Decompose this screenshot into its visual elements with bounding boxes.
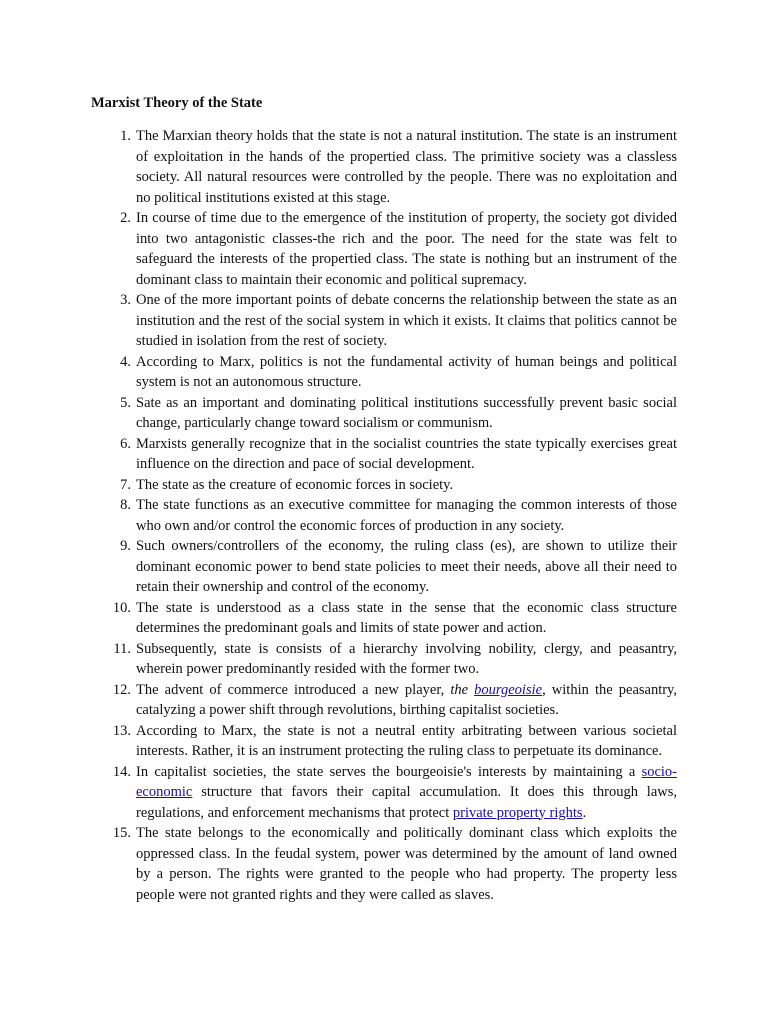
list-item xyxy=(91,721,677,762)
text-run: In course of time due to the emergence of the institution of property, the society got divided into two antagonistic classes-the rich and the poor. The need for the state was felt to safeguard the interests of the propertied class. The state is nothing but an instrument of the dominant class to maintain their economic and political supremacy. xyxy=(136,210,677,288)
list-item xyxy=(91,352,677,393)
text-run: One of the more important points of debate concerns the relationship between the state as an institution and the rest of the social system in which it exists. It claims that politics cannot be studied in isolation from the rest of society. xyxy=(136,292,677,349)
list-item-number: 15. xyxy=(112,825,131,841)
list-item-text xyxy=(136,128,677,206)
list-item xyxy=(91,208,677,290)
list-item xyxy=(91,495,677,536)
text-run: According to Marx, politics is not the fundamental activity of human beings and political system is not an autonomous structure. xyxy=(136,353,677,390)
text-run: The state belongs to the economically and politically dominant class which exploits the oppressed class. In the feudal system, power was determined by the amount of land owned by a person. The rights were granted to the people who had property. The property less people were not granted rights and they were called as slaves. xyxy=(136,825,677,903)
list-item-text xyxy=(136,497,677,534)
list-item-number: 12. xyxy=(112,681,131,698)
text-run: The advent of commerce introduced a new player, xyxy=(136,681,451,698)
list-item-text xyxy=(136,436,677,473)
list-item-text xyxy=(136,538,677,595)
text-run: The state as the creature of economic forces in society. xyxy=(136,476,454,493)
list-item-number: 14. xyxy=(112,763,131,780)
text-run: The state functions as an executive committee for managing the common interests of those who own and/or control the economic forces of production in any society. xyxy=(136,497,677,534)
list-item xyxy=(91,126,677,208)
list-item-number: 8. xyxy=(120,497,131,513)
inline-link[interactable]: private property rights xyxy=(452,804,583,821)
list-item-number: 11. xyxy=(113,640,131,657)
list-item xyxy=(91,762,677,824)
text-run: The state is understood as a class state in the sense that the economic class structure determines the predominant goals and limits of state power and action. xyxy=(136,599,677,636)
list-item-text xyxy=(136,395,677,432)
list-item-number: 2. xyxy=(120,210,131,226)
list-item xyxy=(91,393,677,434)
list-item-text xyxy=(136,477,453,493)
inline-link[interactable]: socio-economic xyxy=(136,763,677,800)
text-run: , within the peasantry, catalyzing a power shift through revolutions, birthing capitalist societies. xyxy=(136,681,677,718)
list-item-text xyxy=(136,764,677,821)
text-run: Marxists generally recognize that in the socialist countries the state typically exercises great influence on the direction and pace of social development. xyxy=(136,435,677,472)
list-item xyxy=(91,434,677,475)
list-item-text xyxy=(136,292,677,349)
list-item xyxy=(91,475,677,496)
list-item xyxy=(91,680,677,721)
list-item xyxy=(91,598,677,639)
list-item-number: 5. xyxy=(120,394,131,411)
text-run: Such owners/controllers of the economy, the ruling class (es), are shown to utilize their dominant economic power to bend state policies to meet their needs, above all their need to retain their ownership and control of the economy. xyxy=(136,538,677,595)
list-item-text xyxy=(136,723,677,760)
text-run: Subsequently, state is consists of a hierarchy involving nobility, clergy, and peasantry, wherein power predominantly resided with the former two. xyxy=(136,640,677,677)
numbered-list xyxy=(91,126,677,905)
list-item-text xyxy=(136,210,677,288)
list-item-text xyxy=(136,682,677,719)
list-item-number: 10. xyxy=(112,599,131,616)
text-run: The Marxian theory holds that the state is not a natural institution. The state is an instrument of exploitation in the hands of the propertied class. The primitive society was a classless society. All natural resources were controlled by the people. There was no exploitation and no political institutions existed at this stage. xyxy=(136,128,677,206)
list-item-text xyxy=(136,641,677,678)
inline-link[interactable]: bourgeoisie xyxy=(474,681,543,698)
list-item xyxy=(91,823,677,905)
text-run: structure that favors their capital accumulation. It does this through laws, regulations, and enforcement mechanisms that protect xyxy=(136,784,677,821)
italic-text: the xyxy=(450,681,475,698)
list-item-number: 13. xyxy=(112,722,131,739)
list-item-number: 1. xyxy=(120,128,131,144)
text-run: Sate as an important and dominating political institutions successfully prevent basic social change, particularly change toward socialism or communism. xyxy=(136,394,677,431)
list-item-number: 4. xyxy=(120,353,131,370)
list-item-text xyxy=(136,354,677,391)
text-run: . xyxy=(582,804,587,821)
list-item xyxy=(91,290,677,352)
text-run: According to Marx, the state is not a neutral entity arbitrating between various societal interests. Rather, it is an instrument protecting the ruling class to perpetuate its dominance. xyxy=(136,722,677,759)
list-item xyxy=(91,536,677,598)
list-item-text xyxy=(136,825,677,903)
text-run: In capitalist societies, the state serves the bourgeoisie's interests by maintaining a xyxy=(136,763,642,780)
document-title: Marxist Theory of the State xyxy=(91,95,263,111)
list-item-number: 6. xyxy=(120,435,131,452)
list-item-text xyxy=(136,600,677,637)
list-item-number: 9. xyxy=(120,538,131,554)
list-item-number: 3. xyxy=(120,292,131,308)
list-item xyxy=(91,639,677,680)
list-item-number: 7. xyxy=(120,476,131,493)
